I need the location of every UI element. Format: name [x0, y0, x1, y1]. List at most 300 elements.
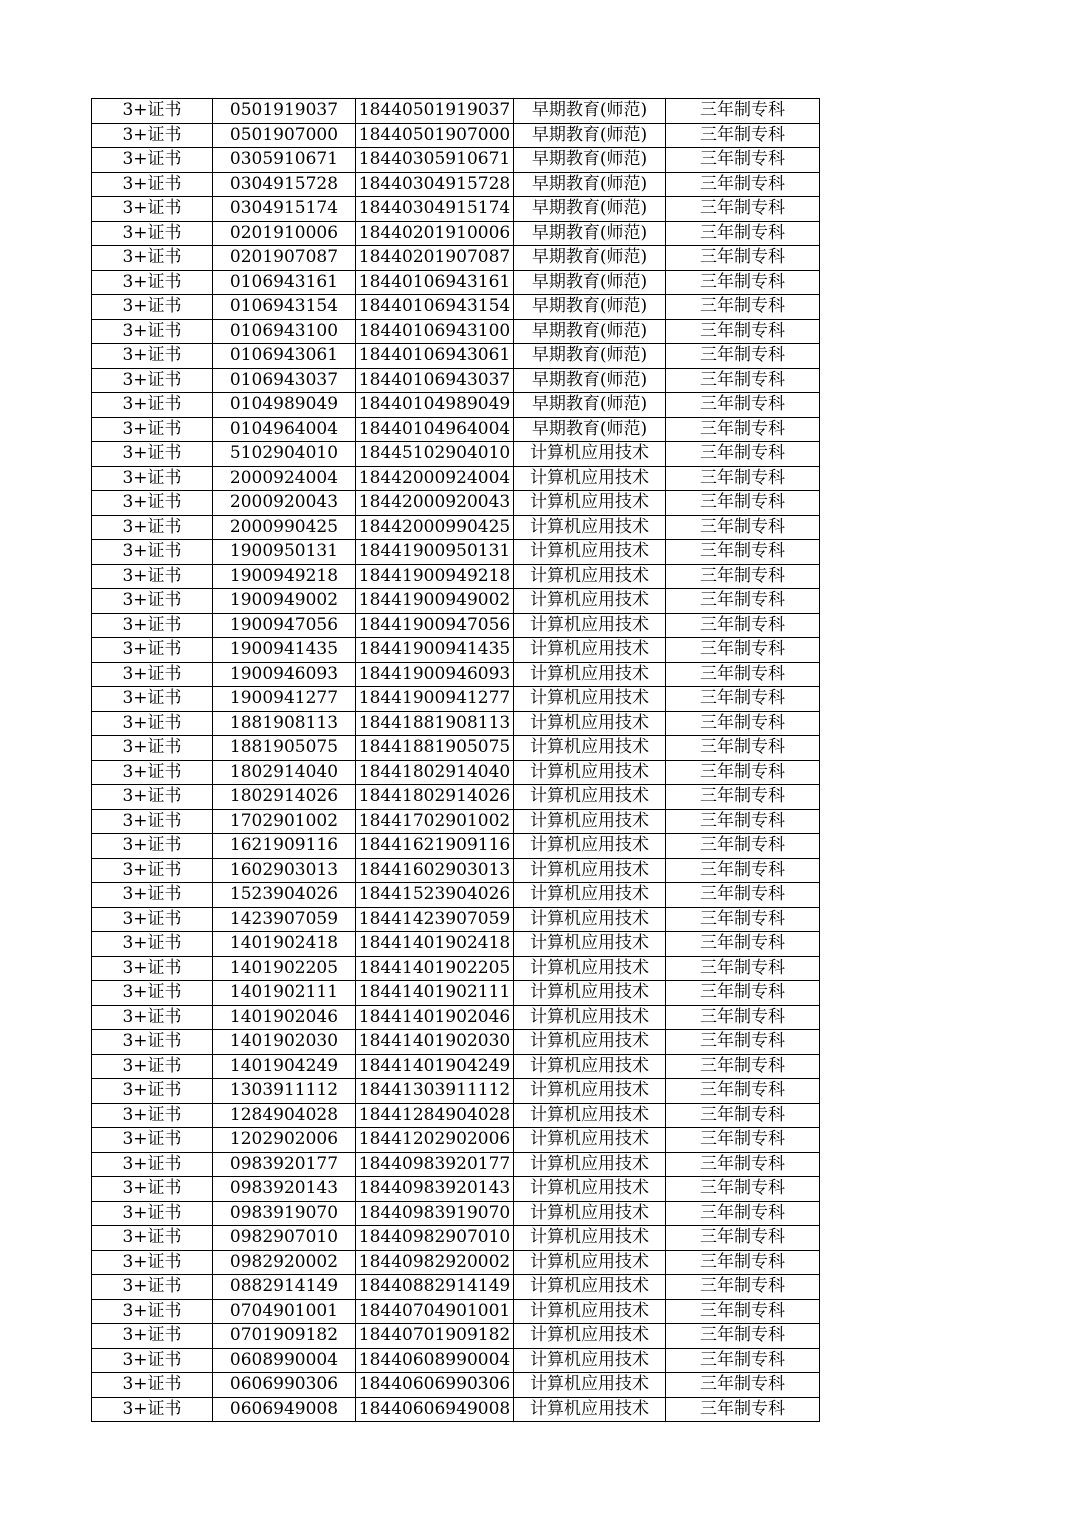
category-cell: 3+证书	[92, 662, 213, 687]
major-cell: 计算机应用技术	[514, 1348, 666, 1373]
candidate-number-cell: 18441401902046	[356, 1005, 514, 1030]
program-type-cell: 三年制专科	[666, 417, 820, 442]
major-cell: 计算机应用技术	[514, 883, 666, 908]
category-cell: 3+证书	[92, 711, 213, 736]
exam-id-cell: 1602903013	[213, 858, 356, 883]
program-type-cell: 三年制专科	[666, 687, 820, 712]
major-cell: 计算机应用技术	[514, 956, 666, 981]
program-type-cell: 三年制专科	[666, 221, 820, 246]
candidate-number-cell: 18441900941277	[356, 687, 514, 712]
candidate-number-cell: 18440882914149	[356, 1275, 514, 1300]
category-cell: 3+证书	[92, 883, 213, 908]
exam-id-cell: 1284904028	[213, 1103, 356, 1128]
program-type-cell: 三年制专科	[666, 736, 820, 761]
exam-id-cell: 0106943161	[213, 270, 356, 295]
candidate-number-cell: 18440106943037	[356, 368, 514, 393]
candidate-number-cell: 18441401902111	[356, 981, 514, 1006]
category-cell: 3+证书	[92, 1030, 213, 1055]
major-cell: 计算机应用技术	[514, 1275, 666, 1300]
program-type-cell: 三年制专科	[666, 197, 820, 222]
major-cell: 计算机应用技术	[514, 858, 666, 883]
program-type-cell: 三年制专科	[666, 981, 820, 1006]
major-cell: 计算机应用技术	[514, 466, 666, 491]
exam-id-cell: 1523904026	[213, 883, 356, 908]
category-cell: 3+证书	[92, 1250, 213, 1275]
program-type-cell: 三年制专科	[666, 760, 820, 785]
exam-id-cell: 0106943061	[213, 344, 356, 369]
exam-id-cell: 0304915728	[213, 172, 356, 197]
major-cell: 早期教育(师范)	[514, 99, 666, 124]
program-type-cell: 三年制专科	[666, 466, 820, 491]
candidate-number-cell: 18440104964004	[356, 417, 514, 442]
table-row	[92, 858, 820, 883]
category-cell: 3+证书	[92, 932, 213, 957]
major-cell: 计算机应用技术	[514, 662, 666, 687]
major-cell: 早期教育(师范)	[514, 368, 666, 393]
category-cell: 3+证书	[92, 613, 213, 638]
program-type-cell: 三年制专科	[666, 809, 820, 834]
program-type-cell: 三年制专科	[666, 123, 820, 148]
major-cell: 计算机应用技术	[514, 907, 666, 932]
exam-id-cell: 1900950131	[213, 540, 356, 565]
exam-id-cell: 0201910006	[213, 221, 356, 246]
program-type-cell: 三年制专科	[666, 564, 820, 589]
program-type-cell: 三年制专科	[666, 956, 820, 981]
category-cell: 3+证书	[92, 1152, 213, 1177]
table-row	[92, 344, 820, 369]
exam-id-cell: 1881905075	[213, 736, 356, 761]
table-row	[92, 613, 820, 638]
major-cell: 计算机应用技术	[514, 1128, 666, 1153]
candidate-number-cell: 18440982920002	[356, 1250, 514, 1275]
category-cell: 3+证书	[92, 981, 213, 1006]
candidate-number-cell: 18441881908113	[356, 711, 514, 736]
table-row	[92, 1005, 820, 1030]
exam-id-cell: 1401902418	[213, 932, 356, 957]
table-row	[92, 1201, 820, 1226]
major-cell: 计算机应用技术	[514, 932, 666, 957]
major-cell: 计算机应用技术	[514, 1373, 666, 1398]
category-cell: 3+证书	[92, 809, 213, 834]
category-cell: 3+证书	[92, 1103, 213, 1128]
table-row	[92, 1275, 820, 1300]
major-cell: 计算机应用技术	[514, 442, 666, 467]
major-cell: 计算机应用技术	[514, 711, 666, 736]
major-cell: 早期教育(师范)	[514, 417, 666, 442]
table-row	[92, 368, 820, 393]
major-cell: 计算机应用技术	[514, 1299, 666, 1324]
category-cell: 3+证书	[92, 1373, 213, 1398]
program-type-cell: 三年制专科	[666, 1005, 820, 1030]
candidate-number-cell: 18440106943061	[356, 344, 514, 369]
exam-id-cell: 0106943100	[213, 319, 356, 344]
category-cell: 3+证书	[92, 736, 213, 761]
major-cell: 计算机应用技术	[514, 760, 666, 785]
program-type-cell: 三年制专科	[666, 1324, 820, 1349]
table-row	[92, 1054, 820, 1079]
exam-id-cell: 0882914149	[213, 1275, 356, 1300]
major-cell: 早期教育(师范)	[514, 148, 666, 173]
candidate-number-cell: 18441284904028	[356, 1103, 514, 1128]
exam-id-cell: 0606990306	[213, 1373, 356, 1398]
exam-id-cell: 0704901001	[213, 1299, 356, 1324]
exam-id-cell: 1401902111	[213, 981, 356, 1006]
table-row	[92, 1397, 820, 1422]
candidate-number-cell: 18441423907059	[356, 907, 514, 932]
major-cell: 计算机应用技术	[514, 564, 666, 589]
major-cell: 计算机应用技术	[514, 1054, 666, 1079]
program-type-cell: 三年制专科	[666, 1079, 820, 1104]
candidate-number-cell: 18440304915174	[356, 197, 514, 222]
category-cell: 3+证书	[92, 148, 213, 173]
category-cell: 3+证书	[92, 956, 213, 981]
exam-id-cell: 0501919037	[213, 99, 356, 124]
program-type-cell: 三年制专科	[666, 613, 820, 638]
major-cell: 计算机应用技术	[514, 834, 666, 859]
table-row	[92, 319, 820, 344]
exam-id-cell: 0304915174	[213, 197, 356, 222]
program-type-cell: 三年制专科	[666, 319, 820, 344]
program-type-cell: 三年制专科	[666, 858, 820, 883]
category-cell: 3+证书	[92, 638, 213, 663]
candidate-number-cell: 18440106943161	[356, 270, 514, 295]
category-cell: 3+证书	[92, 295, 213, 320]
category-cell: 3+证书	[92, 1226, 213, 1251]
candidate-number-cell: 18440606949008	[356, 1397, 514, 1422]
major-cell: 计算机应用技术	[514, 1152, 666, 1177]
category-cell: 3+证书	[92, 442, 213, 467]
exam-id-cell: 1900941435	[213, 638, 356, 663]
major-cell: 计算机应用技术	[514, 1324, 666, 1349]
table-row	[92, 1152, 820, 1177]
table-row	[92, 99, 820, 124]
category-cell: 3+证书	[92, 417, 213, 442]
category-cell: 3+证书	[92, 393, 213, 418]
category-cell: 3+证书	[92, 344, 213, 369]
major-cell: 计算机应用技术	[514, 1177, 666, 1202]
candidate-number-cell: 18441881905075	[356, 736, 514, 761]
table-row	[92, 711, 820, 736]
table-row	[92, 1030, 820, 1055]
table-row	[92, 687, 820, 712]
category-cell: 3+证书	[92, 197, 213, 222]
program-type-cell: 三年制专科	[666, 515, 820, 540]
program-type-cell: 三年制专科	[666, 834, 820, 859]
major-cell: 计算机应用技术	[514, 638, 666, 663]
major-cell: 早期教育(师范)	[514, 270, 666, 295]
category-cell: 3+证书	[92, 1128, 213, 1153]
table-row	[92, 932, 820, 957]
major-cell: 早期教育(师范)	[514, 197, 666, 222]
table-row	[92, 393, 820, 418]
candidate-number-cell: 18441900949002	[356, 589, 514, 614]
category-cell: 3+证书	[92, 319, 213, 344]
candidate-number-cell: 18442000924004	[356, 466, 514, 491]
table-row	[92, 809, 820, 834]
program-type-cell: 三年制专科	[666, 442, 820, 467]
major-cell: 早期教育(师范)	[514, 393, 666, 418]
program-type-cell: 三年制专科	[666, 246, 820, 271]
exam-id-cell: 1423907059	[213, 907, 356, 932]
category-cell: 3+证书	[92, 540, 213, 565]
candidate-number-cell: 18441900941435	[356, 638, 514, 663]
exam-id-cell: 1401902030	[213, 1030, 356, 1055]
category-cell: 3+证书	[92, 123, 213, 148]
program-type-cell: 三年制专科	[666, 1177, 820, 1202]
program-type-cell: 三年制专科	[666, 883, 820, 908]
candidate-number-cell: 18441900947056	[356, 613, 514, 638]
table-row	[92, 785, 820, 810]
exam-id-cell: 2000920043	[213, 491, 356, 516]
candidate-number-cell: 18441900946093	[356, 662, 514, 687]
category-cell: 3+证书	[92, 564, 213, 589]
exam-id-cell: 1401902046	[213, 1005, 356, 1030]
program-type-cell: 三年制专科	[666, 662, 820, 687]
program-type-cell: 三年制专科	[666, 1373, 820, 1398]
program-type-cell: 三年制专科	[666, 1152, 820, 1177]
table-row	[92, 1299, 820, 1324]
program-type-cell: 三年制专科	[666, 932, 820, 957]
table-row	[92, 981, 820, 1006]
program-type-cell: 三年制专科	[666, 1397, 820, 1422]
candidate-number-cell: 18440704901001	[356, 1299, 514, 1324]
candidate-number-cell: 18440201907087	[356, 246, 514, 271]
table-row	[92, 466, 820, 491]
exam-id-cell: 1621909116	[213, 834, 356, 859]
category-cell: 3+证书	[92, 907, 213, 932]
table-row	[92, 417, 820, 442]
category-cell: 3+证书	[92, 1177, 213, 1202]
category-cell: 3+证书	[92, 1201, 213, 1226]
program-type-cell: 三年制专科	[666, 638, 820, 663]
table-row	[92, 1348, 820, 1373]
table-row	[92, 907, 820, 932]
candidate-number-cell: 18441802914026	[356, 785, 514, 810]
candidate-number-cell: 18445102904010	[356, 442, 514, 467]
table-row	[92, 148, 820, 173]
exam-id-cell: 1900947056	[213, 613, 356, 638]
program-type-cell: 三年制专科	[666, 711, 820, 736]
exam-id-cell: 0201907087	[213, 246, 356, 271]
category-cell: 3+证书	[92, 1348, 213, 1373]
table-row	[92, 491, 820, 516]
candidate-number-cell: 18440983920177	[356, 1152, 514, 1177]
major-cell: 计算机应用技术	[514, 589, 666, 614]
program-type-cell: 三年制专科	[666, 1299, 820, 1324]
program-type-cell: 三年制专科	[666, 1201, 820, 1226]
major-cell: 早期教育(师范)	[514, 295, 666, 320]
category-cell: 3+证书	[92, 589, 213, 614]
table-row	[92, 956, 820, 981]
major-cell: 计算机应用技术	[514, 613, 666, 638]
category-cell: 3+证书	[92, 491, 213, 516]
program-type-cell: 三年制专科	[666, 368, 820, 393]
candidate-number-cell: 18440983919070	[356, 1201, 514, 1226]
candidate-number-cell: 18440701909182	[356, 1324, 514, 1349]
category-cell: 3+证书	[92, 368, 213, 393]
category-cell: 3+证书	[92, 687, 213, 712]
exam-id-cell: 0106943037	[213, 368, 356, 393]
category-cell: 3+证书	[92, 99, 213, 124]
table-row	[92, 1373, 820, 1398]
candidate-number-cell: 18441621909116	[356, 834, 514, 859]
table-row	[92, 270, 820, 295]
exam-id-cell: 0606949008	[213, 1397, 356, 1422]
candidate-number-cell: 18440608990004	[356, 1348, 514, 1373]
exam-id-cell: 1881908113	[213, 711, 356, 736]
program-type-cell: 三年制专科	[666, 785, 820, 810]
category-cell: 3+证书	[92, 834, 213, 859]
category-cell: 3+证书	[92, 466, 213, 491]
candidate-number-cell: 18442000920043	[356, 491, 514, 516]
candidate-number-cell: 18440106943154	[356, 295, 514, 320]
exam-id-cell: 0104989049	[213, 393, 356, 418]
program-type-cell: 三年制专科	[666, 344, 820, 369]
program-type-cell: 三年制专科	[666, 295, 820, 320]
candidate-number-cell: 18441401902418	[356, 932, 514, 957]
major-cell: 计算机应用技术	[514, 981, 666, 1006]
table-row	[92, 638, 820, 663]
category-cell: 3+证书	[92, 270, 213, 295]
candidate-number-cell: 18441900949218	[356, 564, 514, 589]
program-type-cell: 三年制专科	[666, 907, 820, 932]
exam-id-cell: 0983920143	[213, 1177, 356, 1202]
program-type-cell: 三年制专科	[666, 393, 820, 418]
category-cell: 3+证书	[92, 1397, 213, 1422]
major-cell: 早期教育(师范)	[514, 123, 666, 148]
candidate-number-cell: 18440982907010	[356, 1226, 514, 1251]
program-type-cell: 三年制专科	[666, 491, 820, 516]
major-cell: 计算机应用技术	[514, 736, 666, 761]
program-type-cell: 三年制专科	[666, 1030, 820, 1055]
major-cell: 计算机应用技术	[514, 1005, 666, 1030]
table-row	[92, 834, 820, 859]
major-cell: 计算机应用技术	[514, 687, 666, 712]
table-row	[92, 123, 820, 148]
candidate-number-cell: 18440106943100	[356, 319, 514, 344]
program-type-cell: 三年制专科	[666, 1275, 820, 1300]
candidate-number-cell: 18440501919037	[356, 99, 514, 124]
category-cell: 3+证书	[92, 1299, 213, 1324]
program-type-cell: 三年制专科	[666, 1103, 820, 1128]
exam-id-cell: 1401902205	[213, 956, 356, 981]
candidate-number-cell: 18441202902006	[356, 1128, 514, 1153]
program-type-cell: 三年制专科	[666, 1226, 820, 1251]
candidate-number-cell: 18441401902030	[356, 1030, 514, 1055]
candidate-number-cell: 18440201910006	[356, 221, 514, 246]
category-cell: 3+证书	[92, 246, 213, 271]
major-cell: 早期教育(师范)	[514, 246, 666, 271]
category-cell: 3+证书	[92, 760, 213, 785]
table-row	[92, 1250, 820, 1275]
table-row	[92, 197, 820, 222]
program-type-cell: 三年制专科	[666, 540, 820, 565]
table-row	[92, 295, 820, 320]
major-cell: 计算机应用技术	[514, 1030, 666, 1055]
program-type-cell: 三年制专科	[666, 589, 820, 614]
exam-id-cell: 1401904249	[213, 1054, 356, 1079]
exam-id-cell: 2000924004	[213, 466, 356, 491]
table-row	[92, 736, 820, 761]
table-row	[92, 564, 820, 589]
exam-id-cell: 1702901002	[213, 809, 356, 834]
table-row	[92, 246, 820, 271]
candidate-number-cell: 18440304915728	[356, 172, 514, 197]
category-cell: 3+证书	[92, 221, 213, 246]
major-cell: 早期教育(师范)	[514, 319, 666, 344]
major-cell: 早期教育(师范)	[514, 172, 666, 197]
exam-id-cell: 1802914026	[213, 785, 356, 810]
candidate-number-cell: 18441702901002	[356, 809, 514, 834]
candidate-number-cell: 18441401902205	[356, 956, 514, 981]
exam-id-cell: 1900946093	[213, 662, 356, 687]
table-row	[92, 760, 820, 785]
program-type-cell: 三年制专科	[666, 148, 820, 173]
program-type-cell: 三年制专科	[666, 1128, 820, 1153]
exam-id-cell: 1802914040	[213, 760, 356, 785]
major-cell: 计算机应用技术	[514, 540, 666, 565]
candidate-number-cell: 18440606990306	[356, 1373, 514, 1398]
major-cell: 早期教育(师范)	[514, 344, 666, 369]
exam-id-cell: 0501907000	[213, 123, 356, 148]
table-row	[92, 515, 820, 540]
exam-id-cell: 5102904010	[213, 442, 356, 467]
program-type-cell: 三年制专科	[666, 99, 820, 124]
candidate-number-cell: 18442000990425	[356, 515, 514, 540]
exam-id-cell: 0983919070	[213, 1201, 356, 1226]
table-row	[92, 1079, 820, 1104]
exam-id-cell: 0982920002	[213, 1250, 356, 1275]
major-cell: 计算机应用技术	[514, 1079, 666, 1104]
table-row	[92, 662, 820, 687]
candidate-number-cell: 18441401904249	[356, 1054, 514, 1079]
category-cell: 3+证书	[92, 1005, 213, 1030]
program-type-cell: 三年制专科	[666, 1348, 820, 1373]
exam-id-cell: 0305910671	[213, 148, 356, 173]
candidate-number-cell: 18441802914040	[356, 760, 514, 785]
program-type-cell: 三年制专科	[666, 172, 820, 197]
major-cell: 计算机应用技术	[514, 491, 666, 516]
program-type-cell: 三年制专科	[666, 1054, 820, 1079]
major-cell: 计算机应用技术	[514, 1201, 666, 1226]
exam-id-cell: 0106943154	[213, 295, 356, 320]
candidate-number-cell: 18440104989049	[356, 393, 514, 418]
candidate-number-cell: 18441900950131	[356, 540, 514, 565]
table-body	[92, 99, 820, 1422]
major-cell: 计算机应用技术	[514, 785, 666, 810]
major-cell: 计算机应用技术	[514, 1397, 666, 1422]
table-row	[92, 540, 820, 565]
table-row	[92, 883, 820, 908]
exam-id-cell: 0982907010	[213, 1226, 356, 1251]
table-row	[92, 221, 820, 246]
table-row	[92, 1103, 820, 1128]
admission-list-table	[91, 98, 820, 1422]
table-row	[92, 1128, 820, 1153]
table-row	[92, 1226, 820, 1251]
exam-id-cell: 1303911112	[213, 1079, 356, 1104]
exam-id-cell: 2000990425	[213, 515, 356, 540]
candidate-number-cell: 18440983920143	[356, 1177, 514, 1202]
candidate-number-cell: 18440305910671	[356, 148, 514, 173]
category-cell: 3+证书	[92, 858, 213, 883]
table-row	[92, 1324, 820, 1349]
category-cell: 3+证书	[92, 1054, 213, 1079]
table-row	[92, 442, 820, 467]
exam-id-cell: 1900941277	[213, 687, 356, 712]
table-row	[92, 1177, 820, 1202]
category-cell: 3+证书	[92, 1079, 213, 1104]
